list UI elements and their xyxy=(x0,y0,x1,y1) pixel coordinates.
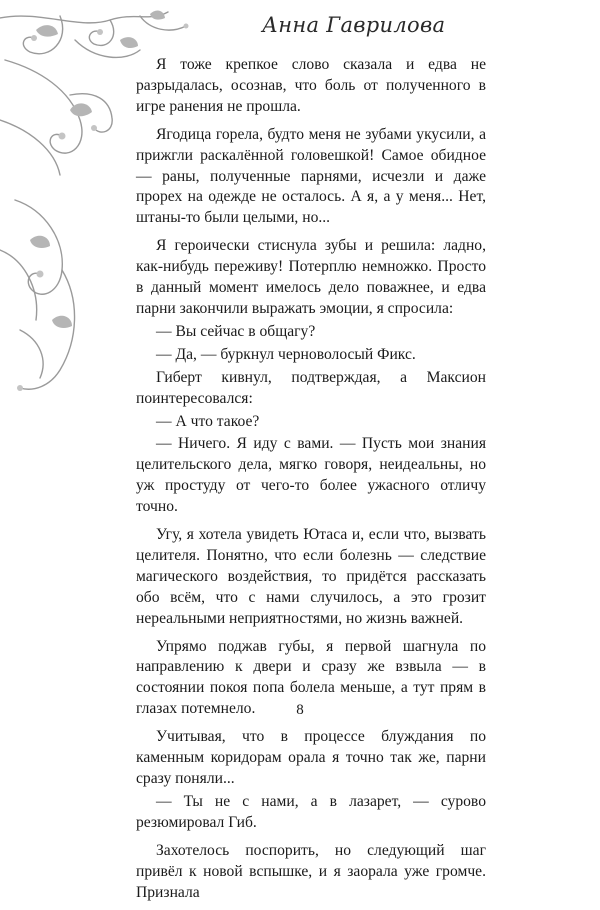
dialogue-line: — Вы сейчас в общагу? xyxy=(156,322,316,340)
paragraph: Я героически стиснула зубы и решила: ладно, как-нибудь переживу! Потерплю немножко. Просто в данный момент имелось дело поважнее, и едва парни закончили выражать эмоции, я спросила: xyxy=(136,237,486,317)
paragraph: Гиберт кивнул, подтверждая, а Максион поинтересовался: xyxy=(136,368,486,407)
paragraph: Захотелось поспорить, но следующий шаг привёл к новой вспышке, и я заорала уже громче. Признала xyxy=(136,841,486,901)
dialogue-line: — Да, — буркнул черноволосый Фикс. xyxy=(156,345,416,363)
page-number: 8 xyxy=(296,702,304,718)
paragraph: Угу, я хотела увидеть Ютаса и, если что, вызвать целителя. Понятно, что если болезнь — следствие магического воздействия, то придётся рассказать обо всём, что с нами случилось, а это грозит нереальными неприятностями, но жизнь важней. xyxy=(136,526,486,627)
dialogue-line: — Ничего. Я иду с вами. — Пусть мои знания целительского дела, мягко говоря, неидеальны, но уж простуду от чего-то более ужасного отличу точно. xyxy=(136,435,486,516)
paragraph: Ягодица горела, будто меня не зубами укусили, а прижгли раскалённой головешкой! Самое обидное — раны, полученные парнями, исчезли и даже прорех на одежде не осталось. А я, а у меня... Нет, штаны-то были целыми, но... xyxy=(136,125,486,227)
dialogue-line: — Ты не с нами, а в лазарет, — сурово резюмировал Гиб. xyxy=(136,792,486,831)
paragraph: Упрямо поджав губы, я первой шагнула по направлению к двери и сразу же взвыла — в состоянии покоя попа болела меньше, а тут прям в глазах потемнело. xyxy=(136,637,486,718)
body-text xyxy=(136,55,486,910)
paragraph: Я тоже крепкое слово сказала и едва не разрыдалась, осознав, что боль от полученного в игре ранения не прошла. xyxy=(136,56,486,115)
running-header-author: Анна Гаврилова xyxy=(262,13,446,37)
dialogue-line: — А что такое? xyxy=(156,412,260,430)
paragraph: Учитывая, что в процессе блуждания по каменным коридорам орала я точно так же, парни сразу поняли... xyxy=(136,728,486,787)
